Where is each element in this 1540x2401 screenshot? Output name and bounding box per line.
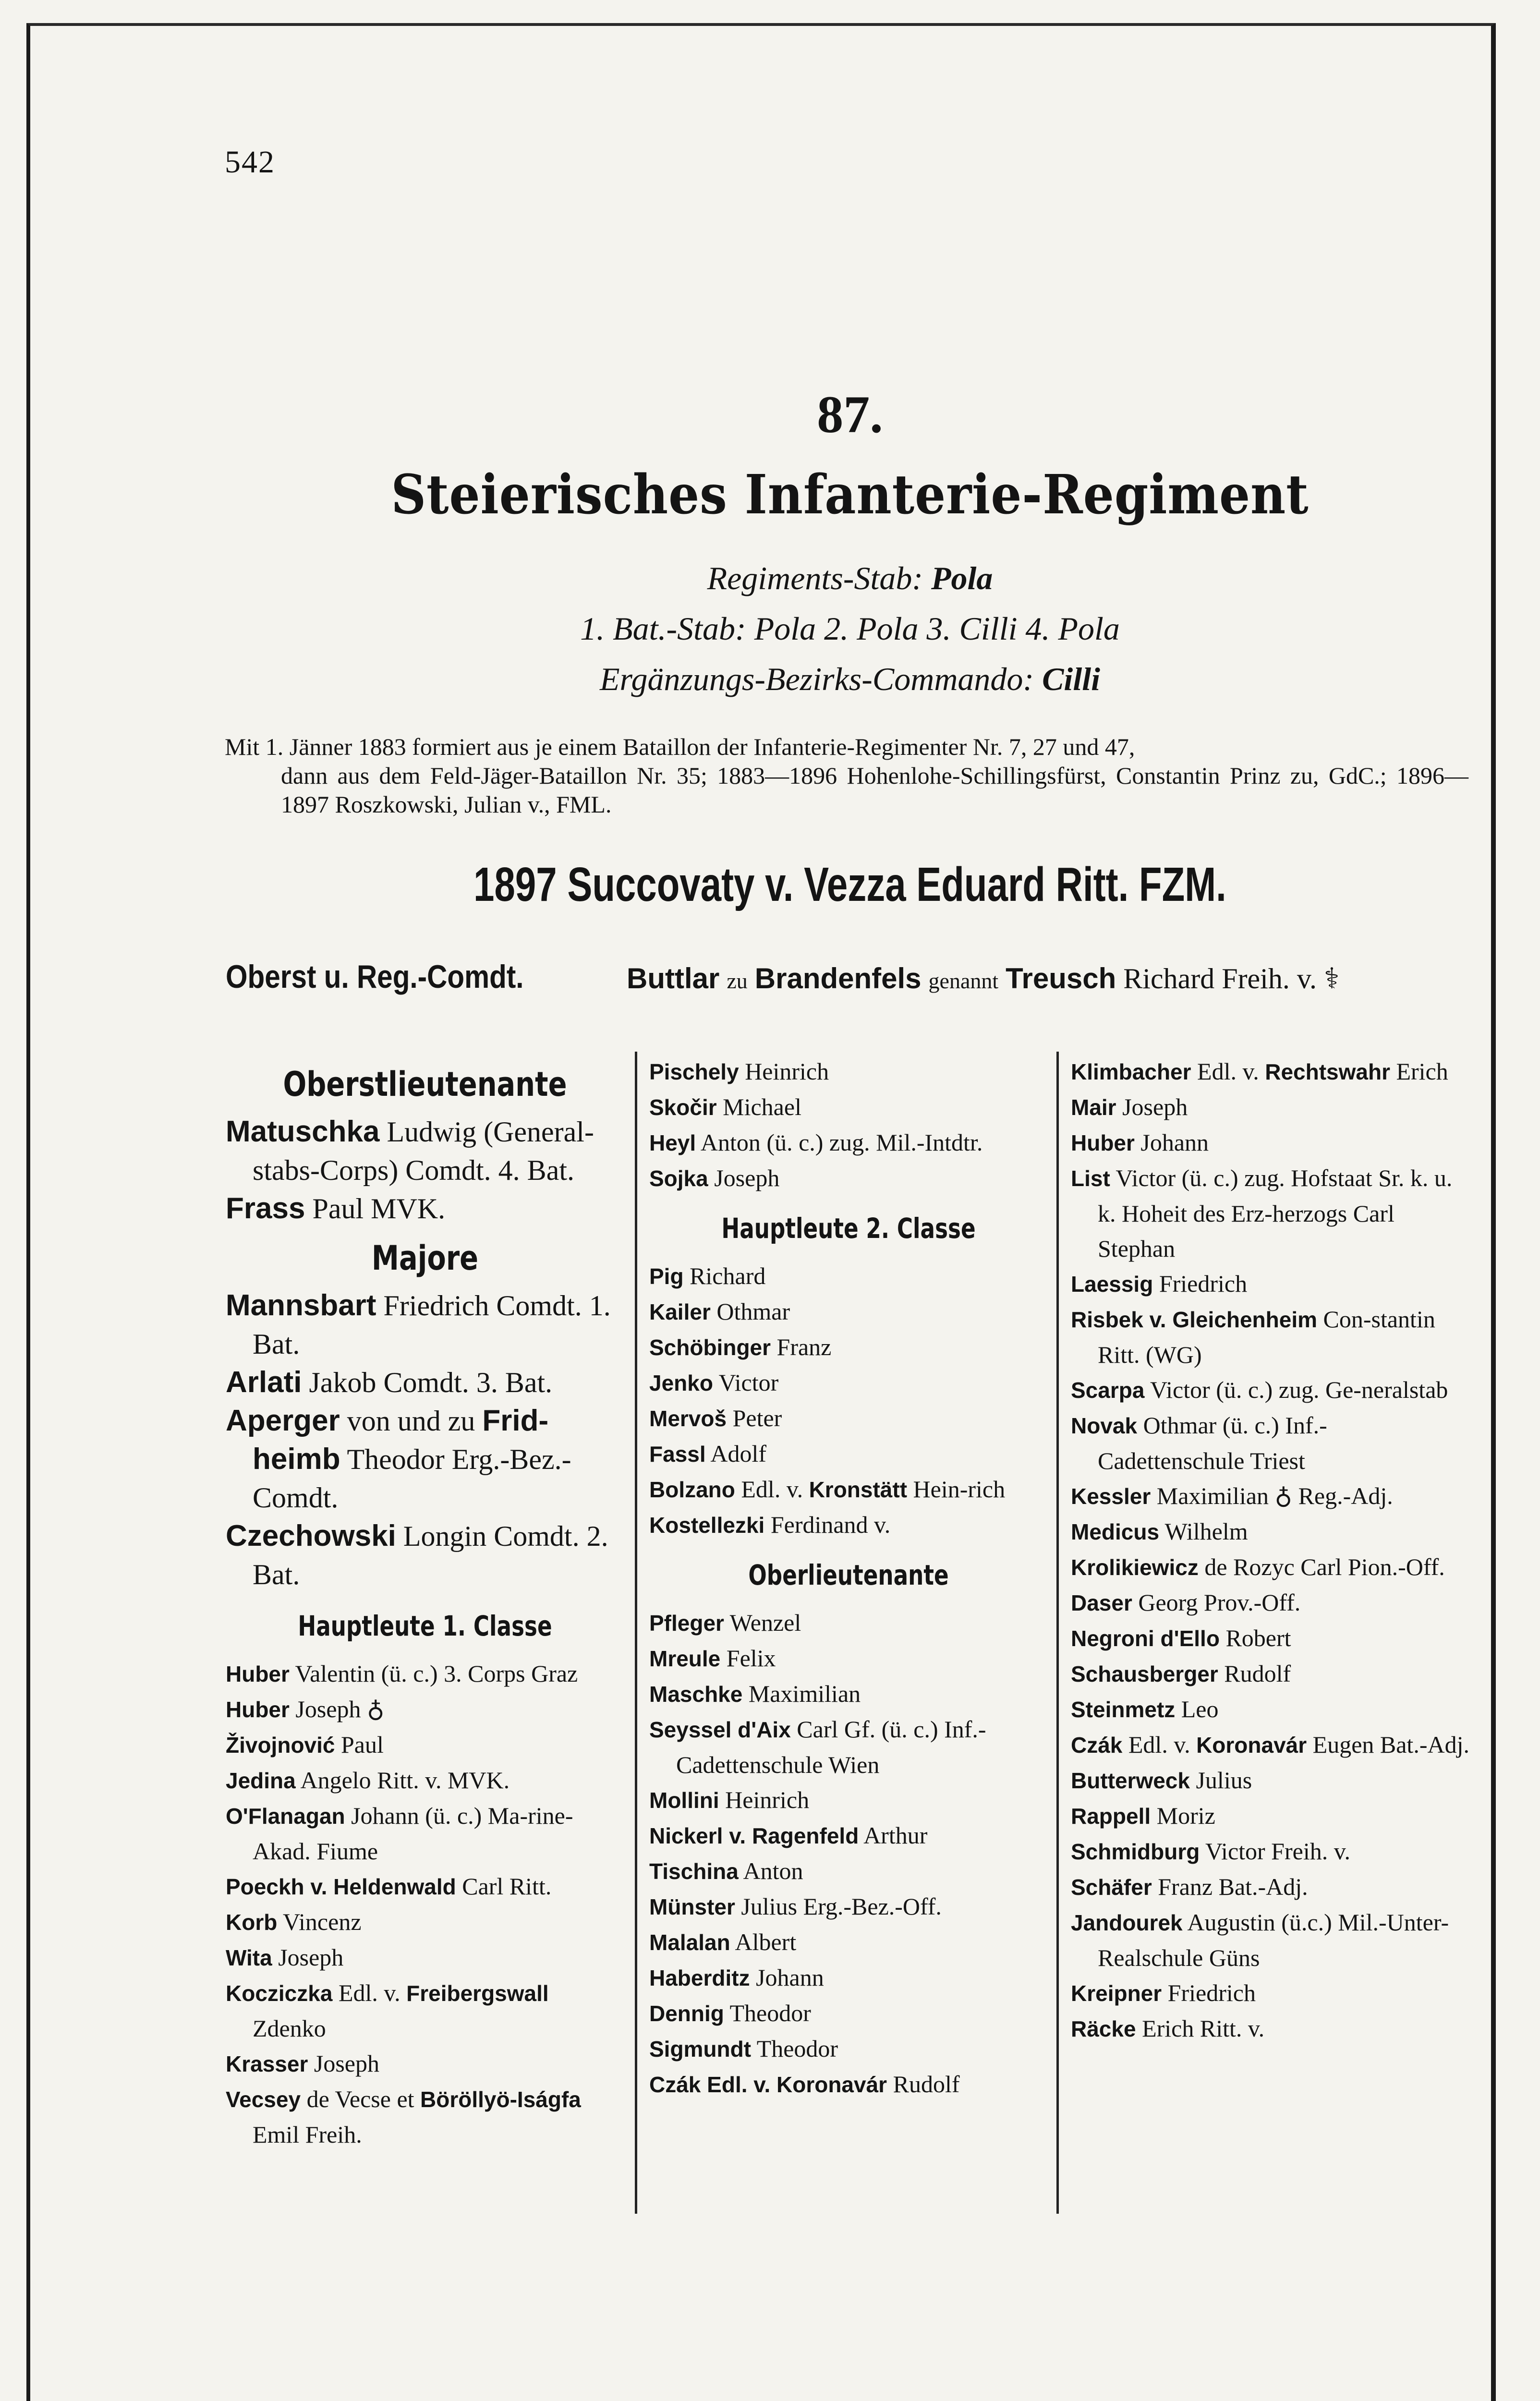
- officer-details: Edl. v.: [741, 1476, 803, 1503]
- roster-entry: [226, 1869, 624, 1904]
- history-first-line: Mit 1. Jänner 1883 formiert aus je einem Bataillon der Infanterie-Regimenter Nr. 7, 27 und 47,: [225, 733, 1135, 760]
- officer-details: Victor (ü. c.) zug. Ge-neralstab: [1150, 1376, 1448, 1403]
- officer-details: Edl. v.: [338, 1979, 400, 2006]
- officer-details: Joseph: [278, 1944, 344, 1971]
- roster-entry: [226, 1363, 624, 1402]
- staff-location: Pola: [931, 560, 993, 596]
- officer-surname: Maschke: [649, 1682, 743, 1707]
- roster-entry: [226, 1727, 624, 1763]
- colonel-line: [226, 958, 1474, 995]
- roster-entry: [649, 1365, 1048, 1401]
- colonel-particle-genannt: genannt: [928, 969, 999, 993]
- column-2: [649, 1054, 1048, 2102]
- roster-entry: [649, 1472, 1048, 1507]
- roster-entry: [649, 1605, 1048, 1641]
- officer-surname: Laessig: [1071, 1272, 1153, 1297]
- officer-surname: Malalan: [649, 1930, 730, 1955]
- officer-details: Friedrich: [1167, 1979, 1256, 2006]
- officer-surname: Novak: [1071, 1413, 1138, 1438]
- colonel-surname-2: Brandenfels: [754, 962, 922, 994]
- hauptleute-1-list: [226, 1656, 624, 2152]
- roster-entry: [649, 1960, 1048, 1996]
- roster-entry: [1071, 1727, 1469, 1763]
- officer-surname: Kronstätt: [809, 1477, 908, 1502]
- roster-entry: [1071, 1869, 1469, 1905]
- officer-details: Franz: [776, 1334, 832, 1360]
- officer-surname: Kessler: [1071, 1484, 1151, 1509]
- roster-entry: [226, 1798, 624, 1869]
- battalion-staff-line: [202, 610, 1498, 648]
- history-continuation: dann aus dem Feld-Jäger-Bataillon Nr. 35; 1883—1896 Hohenlohe-Schillingsfürst, Constantin Prinz zu, GdC.; 1896—1897 Roszkowski, Julian v., FML.: [281, 762, 1468, 818]
- officer-details: Vincenz: [282, 1908, 362, 1935]
- roster-entry: [1071, 1621, 1469, 1656]
- officer-surname: O'Flanagan: [226, 1804, 345, 1829]
- officer-surname: Frid-heimb: [253, 1404, 549, 1476]
- officer-surname: Fassl: [649, 1442, 706, 1467]
- officer-details: Hein-rich: [913, 1476, 1006, 1503]
- officer-details: Adolf: [710, 1440, 767, 1467]
- officer-surname: Kreipner: [1071, 1981, 1162, 2006]
- column-3: [1071, 1054, 1469, 2047]
- roster-entry: [1071, 1692, 1469, 1727]
- roster-entry: [1071, 1585, 1469, 1621]
- officer-surname: Butterweck: [1071, 1768, 1190, 1793]
- officer-surname: Sigmundt: [649, 2037, 752, 2061]
- roster-entry: [1071, 1479, 1469, 1514]
- officer-details: Longin Comdt. 2. Bat.: [253, 1520, 608, 1590]
- officer-details: Edl. v.: [1197, 1058, 1259, 1085]
- roster-entry: [649, 1125, 1048, 1161]
- officer-details: Maximilian ♁ Reg.-Adj.: [1156, 1482, 1393, 1509]
- officer-surname: Schäfer: [1071, 1875, 1152, 1900]
- officer-details: Johann: [1140, 1129, 1209, 1156]
- officer-details: Ludwig (General-stabs-Corps) Comdt. 4. Bat.: [253, 1116, 594, 1186]
- officer-surname: Pig: [649, 1264, 684, 1289]
- officer-details: Wenzel: [729, 1609, 801, 1636]
- roster-entry: [649, 1818, 1048, 1854]
- roster-entry: [649, 1401, 1048, 1436]
- roster-entry: [226, 1189, 624, 1228]
- roster-entry: [1071, 1905, 1469, 1976]
- officer-details: Othmar: [716, 1298, 790, 1325]
- roster-entry: [649, 1054, 1048, 1090]
- officer-surname: List: [1071, 1166, 1110, 1191]
- hauptleute-2-list: [649, 1259, 1048, 1543]
- officer-surname: Mreule: [649, 1646, 721, 1671]
- officer-surname: Huber: [226, 1697, 290, 1722]
- roster-entry: [226, 1904, 624, 1940]
- officer-surname: Jedina: [226, 1768, 296, 1793]
- section-heading-hauptleute-1: Hauptleute 1. Classe: [298, 1610, 552, 1642]
- officer-details: Michael: [723, 1093, 801, 1120]
- colonel-particle-zu: zu: [727, 969, 748, 993]
- roster-entry: [1071, 1161, 1469, 1266]
- officer-surname: Aperger: [226, 1404, 340, 1437]
- officer-surname: Pischely: [649, 1059, 739, 1084]
- officer-surname: Wita: [226, 1945, 272, 1970]
- roster-entry: [1071, 1372, 1469, 1408]
- officer-surname: Nickerl v. Ragenfeld: [649, 1823, 859, 1848]
- roster-entry: [1071, 1125, 1469, 1161]
- recruiting-location: Cilli: [1042, 661, 1101, 697]
- oberstlt-list: [226, 1113, 624, 1228]
- roster-entry: [226, 1940, 624, 1976]
- officer-details: Georg Prov.-Off.: [1138, 1589, 1301, 1616]
- officer-surname: Bolzano: [649, 1477, 735, 1502]
- officer-surname: Münster: [649, 1894, 735, 1919]
- officer-details: Theodor Erg.-Bez.-Comdt.: [253, 1443, 571, 1514]
- officer-surname: Mair: [1071, 1095, 1116, 1120]
- officer-surname: Medicus: [1071, 1519, 1160, 1544]
- officer-details: Joseph: [1122, 1093, 1188, 1120]
- colonel-surname-1: Buttlar: [627, 962, 720, 994]
- officer-details: Victor Freih. v.: [1205, 1838, 1350, 1865]
- officer-surname: Czák Edl. v. Koronavár: [649, 2072, 887, 2097]
- officer-surname: Schöbinger: [649, 1335, 771, 1360]
- officer-details: Ferdinand v.: [770, 1511, 891, 1538]
- officer-details: Franz Bat.-Adj.: [1158, 1873, 1308, 1900]
- roster-entry: [226, 1976, 624, 2046]
- roster-entry: [649, 1712, 1048, 1783]
- officer-surname: Jenko: [649, 1370, 713, 1395]
- officer-surname: Heyl: [649, 1130, 696, 1155]
- officer-surname: Frass: [226, 1192, 305, 1225]
- officer-details: Arthur: [863, 1822, 928, 1849]
- roster-entry: [226, 2046, 624, 2082]
- officer-details: Anton: [743, 1857, 803, 1884]
- roster-entry: [1071, 1090, 1469, 1125]
- officer-surname: Koronavár: [1196, 1733, 1307, 1758]
- roster-entry: [226, 1517, 624, 1594]
- officer-details: Heinrich: [725, 1786, 810, 1813]
- officer-details: Wilhelm: [1164, 1518, 1248, 1545]
- colonel-label: Oberst u. Reg.-Comdt.: [226, 958, 524, 995]
- officer-surname: Arlati: [226, 1366, 302, 1399]
- officer-details: Friedrich: [1159, 1270, 1248, 1297]
- officer-details: Theodor: [729, 2000, 811, 2026]
- decoration-icon: ⚕: [1323, 962, 1340, 995]
- officer-details: Erich Ritt. v.: [1142, 2015, 1265, 2042]
- roster-entry: [649, 2031, 1048, 2067]
- officer-details: Rudolf: [1224, 1660, 1291, 1687]
- officer-details: Angelo Ritt. v. MVK.: [300, 1767, 510, 1794]
- officer-surname: Tischina: [649, 1859, 739, 1884]
- officer-details: Jakob Comdt. 3. Bat.: [309, 1367, 553, 1398]
- regiment-number: 87.: [817, 385, 883, 444]
- roster-entry: [649, 1294, 1048, 1330]
- officer-details: Robert: [1225, 1625, 1291, 1651]
- section-heading-majore: Majore: [371, 1238, 479, 1278]
- officer-details: Heinrich: [745, 1058, 829, 1085]
- regiment-title: Steierisches Infanterie-Regiment: [391, 463, 1309, 526]
- regiment-proprietor: 1897 Succovaty v. Vezza Eduard Ritt. FZM.: [473, 858, 1226, 911]
- officer-surname: Seyssel d'Aix: [649, 1717, 791, 1742]
- officer-surname: Sojka: [649, 1166, 708, 1191]
- officer-details: Othmar (ü. c.) Inf.-Cadettenschule Triest: [1098, 1412, 1327, 1474]
- roster-entry: [226, 1763, 624, 1798]
- officer-details: Carl Ritt.: [462, 1873, 552, 1900]
- officer-surname: Klimbacher: [1071, 1059, 1191, 1084]
- officer-details: Valentin (ü. c.) 3. Corps Graz: [295, 1660, 578, 1687]
- officer-surname: Daser: [1071, 1590, 1132, 1615]
- officer-surname: Huber: [1071, 1130, 1135, 1155]
- officer-details: Carl Gf. (ü. c.) Inf.-Cadettenschule Wien: [676, 1716, 986, 1778]
- officer-surname: Pfleger: [649, 1611, 724, 1636]
- officer-surname: Korb: [226, 1910, 278, 1935]
- officer-surname: Scarpa: [1071, 1378, 1145, 1403]
- officer-details: de Rozyc Carl Pion.-Off.: [1204, 1553, 1445, 1580]
- battalion-locations: Pola 2. Pola 3. Cilli 4.: [754, 610, 1050, 647]
- officer-surname: Czechowski: [226, 1519, 396, 1552]
- officer-details: de Vecse et: [306, 2086, 414, 2112]
- roster-entry: [1071, 1798, 1469, 1834]
- officer-surname: Mollini: [649, 1788, 719, 1813]
- roster-entry: [1071, 1302, 1469, 1372]
- officer-surname: Mannsbart: [226, 1289, 376, 1322]
- officer-surname: Matuschka: [226, 1115, 380, 1148]
- colonel-name: [627, 962, 1339, 995]
- roster-entry: [226, 1113, 624, 1189]
- hauptleute-1-continued-list: [649, 1054, 1048, 1196]
- officer-details: Johann: [756, 1964, 824, 1991]
- officer-surname: Kailer: [649, 1299, 711, 1324]
- roster-entry: [649, 1996, 1048, 2031]
- roster-entry: [1071, 1763, 1469, 1798]
- officer-surname: Jandourek: [1071, 1910, 1183, 1935]
- section-heading-oberstlieutenante: Oberstlieutenante: [283, 1065, 567, 1104]
- column-divider-2: [1056, 1052, 1059, 2214]
- officer-surname: Huber: [226, 1661, 290, 1686]
- regiment-history: [225, 732, 1468, 819]
- roster-entry: [649, 1676, 1048, 1712]
- regiment-staff-line: [202, 559, 1498, 597]
- roster-entry: [649, 1507, 1048, 1543]
- oberlieutenante-list: [649, 1605, 1048, 2102]
- officer-details: Eugen Bat.-Adj.: [1312, 1731, 1469, 1758]
- officer-surname: Mervoš: [649, 1406, 727, 1431]
- officer-details: von und zu: [347, 1405, 475, 1437]
- roster-entry: [226, 1286, 624, 1363]
- officer-surname: Steinmetz: [1071, 1697, 1176, 1722]
- officer-details: Victor (ü. c.) zug. Hofstaat Sr. k. u. k. Hoheit des Erz-herzogs Carl Stephan: [1098, 1164, 1453, 1262]
- officer-details: Con-stantin Ritt. (WG): [1098, 1306, 1435, 1368]
- officer-surname: Risbek v. Gleichenheim: [1071, 1307, 1318, 1332]
- officer-details: Edl. v.: [1128, 1731, 1190, 1758]
- staff-label: Regiments-Stab:: [707, 560, 923, 596]
- column-1: [226, 1054, 624, 2152]
- officer-details: Richard: [690, 1262, 766, 1289]
- roster-entry: [649, 1854, 1048, 1889]
- roster-entry: [649, 1783, 1048, 1818]
- officer-details: Maximilian: [748, 1680, 861, 1707]
- roster-entry: [1071, 1656, 1469, 1692]
- roster-entry: [649, 1889, 1048, 1925]
- battalion-label: 1. Bat.-Stab:: [580, 610, 746, 647]
- column-divider-1: [635, 1052, 637, 2214]
- officer-surname: Vecsey: [226, 2087, 301, 2112]
- officer-details: Joseph: [714, 1164, 780, 1191]
- officer-surname: Rappell: [1071, 1804, 1151, 1829]
- roster-entry: [226, 1692, 624, 1727]
- officer-details: Friedrich Comdt. 1. Bat.: [253, 1290, 611, 1360]
- section-heading-hauptleute-2: Hauptleute 2. Classe: [721, 1212, 976, 1245]
- officer-surname: Kostellezki: [649, 1513, 765, 1538]
- section-heading-oberlieutenante: Oberlieutenante: [748, 1559, 949, 1591]
- officer-surname: Kocziczka: [226, 1981, 333, 2006]
- recruiting-label: Ergänzungs-Bezirks-Commando:: [599, 661, 1034, 697]
- officer-details: Augustin (ü.c.) Mil.-Unter-Realschule Güns: [1098, 1909, 1449, 1971]
- officer-surname: Schausberger: [1071, 1661, 1218, 1686]
- roster-entry: [649, 2067, 1048, 2102]
- officer-details: Victor: [718, 1369, 779, 1396]
- majore-list: [226, 1286, 624, 1594]
- officer-details: Rudolf: [893, 2071, 960, 2098]
- officer-details: Leo: [1181, 1696, 1219, 1722]
- page-number: 542: [225, 145, 275, 180]
- officer-surname: Räcke: [1071, 2016, 1136, 2041]
- roster-entry: [649, 1641, 1048, 1676]
- officer-surname: Poeckh v. Heldenwald: [226, 1874, 456, 1899]
- roster-entry: [1071, 1550, 1469, 1585]
- officer-details: Julius: [1196, 1767, 1252, 1794]
- officer-surname: Živojnović: [226, 1733, 335, 1758]
- officer-surname: Schmidburg: [1071, 1839, 1200, 1864]
- officer-details: Paul: [340, 1731, 384, 1758]
- roster-entry: [1071, 1514, 1469, 1550]
- officer-details: Zdenko: [253, 2015, 326, 2042]
- roster-entry: [226, 1656, 624, 1692]
- officer-surname: Dennig: [649, 2001, 724, 2026]
- colonel-given-name: Richard Freih. v.: [1123, 963, 1317, 994]
- officer-details: Anton (ü. c.) zug. Mil.-Intdtr.: [700, 1129, 983, 1156]
- colonel-surname-3: Treusch: [1006, 962, 1116, 994]
- officer-details: Erich: [1396, 1058, 1448, 1085]
- officer-surname: Krasser: [226, 2051, 308, 2076]
- roster-entry: [1071, 1054, 1469, 1090]
- officer-surname: Haberditz: [649, 1965, 750, 1990]
- battalion-last-location: Pola: [1058, 610, 1120, 647]
- officer-details: Joseph ♁: [295, 1696, 385, 1722]
- officer-surname: Krolikiewicz: [1071, 1555, 1199, 1580]
- roster-entry: [1071, 1976, 1469, 2011]
- roster-entry: [226, 1402, 624, 1517]
- officer-surname: Freibergswall: [406, 1981, 549, 2006]
- officer-surname: Skočir: [649, 1095, 717, 1120]
- roster-entry: [1071, 2011, 1469, 2047]
- roster-entry: [649, 1259, 1048, 1294]
- roster-entry: [226, 2082, 624, 2152]
- officer-details: Joseph: [314, 2050, 379, 2077]
- roster-entry: [649, 1436, 1048, 1472]
- officer-details: Emil Freih.: [253, 2121, 362, 2148]
- officer-details: Peter: [732, 1405, 782, 1431]
- roster-entry: [649, 1925, 1048, 1960]
- oberlieutenante-continued-list: [1071, 1054, 1469, 2047]
- officer-details: Johann (ü. c.) Ma-rine-Akad. Fiume: [253, 1802, 573, 1865]
- roster-entry: [649, 1330, 1048, 1365]
- roster-entry: [1071, 1834, 1469, 1869]
- roster-entry: [1071, 1266, 1469, 1302]
- roster-entry: [649, 1161, 1048, 1196]
- officer-details: Theodor: [756, 2035, 838, 2062]
- officer-details: Felix: [726, 1645, 776, 1672]
- officer-surname: Negroni d'Ello: [1071, 1626, 1220, 1651]
- officer-surname: Czák: [1071, 1733, 1123, 1758]
- officer-details: Julius Erg.-Bez.-Off.: [741, 1893, 942, 1920]
- officer-surname: Rechtswahr: [1265, 1059, 1390, 1084]
- roster-entry: [649, 1090, 1048, 1125]
- officer-details: Moriz: [1156, 1802, 1215, 1829]
- recruiting-district-line: [202, 660, 1498, 698]
- officer-details: Paul MVK.: [312, 1193, 446, 1225]
- officer-surname: Böröllyö-Iságfa: [420, 2087, 581, 2112]
- roster-entry: [1071, 1408, 1469, 1479]
- officer-details: Albert: [735, 1928, 797, 1955]
